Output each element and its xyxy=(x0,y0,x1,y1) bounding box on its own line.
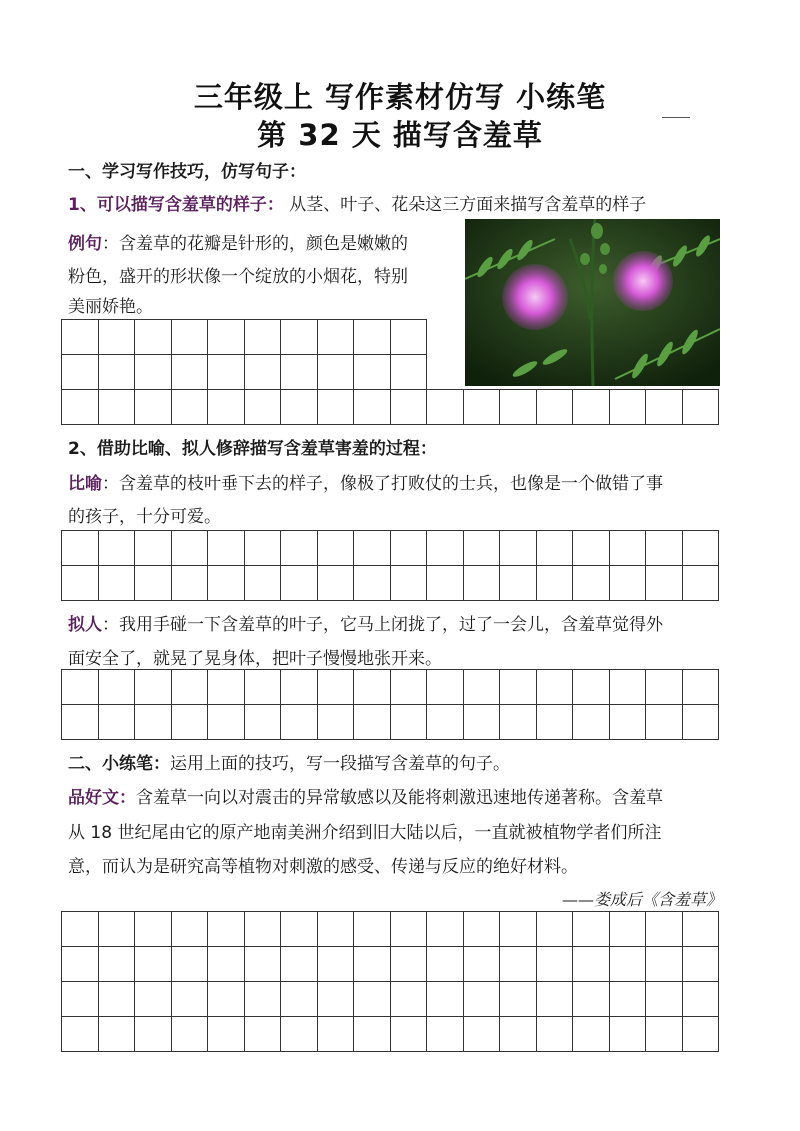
attribution: ——娄成后《含羞草》 xyxy=(561,890,722,909)
sub1-hint: 从茎、叶子、花朵这三方面来描写含羞草的样子 xyxy=(283,195,647,215)
example-line-3: 美丽娇艳。 xyxy=(68,297,153,317)
example-text-1: ：含羞草的花瓣是针形的，颜色是嫩嫩的 xyxy=(102,234,408,254)
mimosa-photo xyxy=(465,219,720,386)
good-text-label: 品好文： xyxy=(68,788,136,808)
example-line-1 xyxy=(68,233,408,255)
metaphor-line-1 xyxy=(68,473,663,495)
writing-grid-1-top[interactable] xyxy=(61,319,427,390)
decorative-dash xyxy=(662,117,690,118)
writing-grid-1-bottom[interactable] xyxy=(61,389,719,425)
sub1-line xyxy=(68,194,646,216)
section1-heading: 一、学习写作技巧，仿写句子： xyxy=(68,162,306,182)
sub2-label: 2、借助比喻、拟人修辞描写含羞草害羞的过程： xyxy=(68,439,437,459)
metaphor-label: 比喻 xyxy=(68,474,102,494)
example-label: 例句 xyxy=(68,234,102,254)
title-line-1: 三年级上 写作素材仿写 小练笔 xyxy=(193,80,607,114)
good-text-1: 含羞草一向以对震击的异常敏感以及能将刺激迅速地传递著称。含羞草 xyxy=(136,788,663,808)
title-line-2: 第 32 天 描写含羞草 xyxy=(257,118,543,152)
sub1-label: 1、可以描写含羞草的样子： xyxy=(68,195,284,215)
section2-instruction: 运用上面的技巧，写一段描写含羞草的句子。 xyxy=(170,754,510,774)
good-text-line-1 xyxy=(68,787,663,809)
personify-line-1 xyxy=(68,614,663,636)
good-text-line-2: 从 18 世纪尾由它的原产地南美洲介绍到旧大陆以后，一直就被植物学者们所注 xyxy=(68,823,662,843)
example-line-2: 粉色，盛开的形状像一个绽放的小烟花，特别 xyxy=(68,267,408,287)
metaphor-text-1: ：含羞草的枝叶垂下去的样子，像极了打败仗的士兵，也像是一个做错了事 xyxy=(102,474,663,494)
section2-heading: 二、小练笔： xyxy=(68,754,170,774)
mimosa-illustration xyxy=(465,219,720,386)
personify-line-2: 面安全了，就晃了晃身体，把叶子慢慢地张开来。 xyxy=(68,649,442,669)
writing-grid-2[interactable] xyxy=(61,530,719,601)
section2-line xyxy=(68,753,510,775)
metaphor-line-2: 的孩子，十分可爱。 xyxy=(68,507,221,527)
good-text-line-3: 意，而认为是研究高等植物对刺激的感受、传递与反应的绝好材料。 xyxy=(68,857,578,877)
personify-text-1: ：我用手碰一下含羞草的叶子，它马上闭拢了，过了一会儿，含羞草觉得外 xyxy=(102,615,663,635)
writing-grid-4[interactable] xyxy=(61,911,719,1052)
personify-label: 拟人 xyxy=(68,615,102,635)
writing-grid-3[interactable] xyxy=(61,669,719,740)
